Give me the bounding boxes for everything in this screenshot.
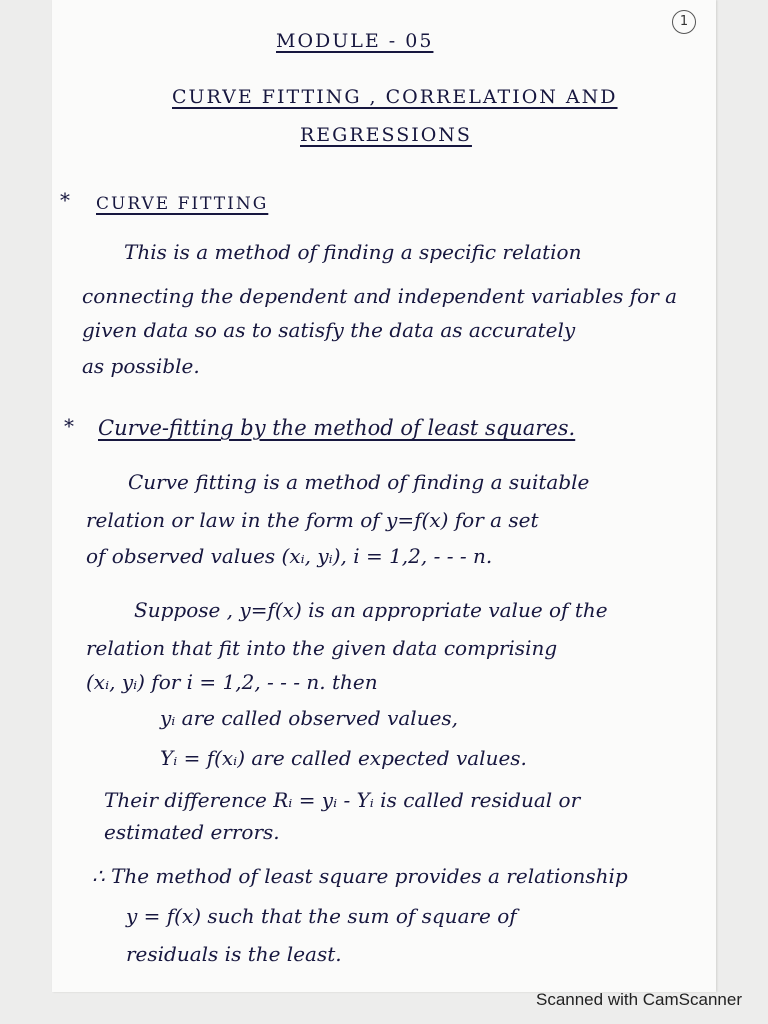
section2-line-10: estimated errors. (104, 820, 280, 844)
section2-line-1: Curve fitting is a method of finding a suitable (128, 470, 590, 494)
module-title: MODULE - 05 (276, 30, 434, 52)
section1-line-4: as possible. (82, 354, 200, 378)
chapter-title-line2: REGRESSIONS (300, 124, 472, 146)
section2-line-6: (xᵢ, yᵢ) for i = 1,2, - - - n. then (86, 670, 378, 694)
section2-line-12: y = f(x) such that the sum of square of (126, 904, 517, 928)
page-number-badge: 1 (672, 10, 696, 34)
section2-line-4: Suppose , y=f(x) is an appropriate value of the (134, 598, 608, 622)
section2-line-9: Their difference Rᵢ = yᵢ - Yᵢ is called residual or (104, 788, 581, 812)
section2-line-11: ∴ The method of least square provides a relationship (92, 864, 628, 888)
section2-line-5: relation that fit into the given data comprising (86, 636, 558, 660)
section1-heading: CURVE FITTING (96, 194, 269, 214)
section1-line-3: given data so as to satisfy the data as accurately (82, 318, 576, 342)
section2-bullet: * (64, 414, 74, 438)
section1-line-2: connecting the dependent and independent variables for a (82, 284, 678, 308)
camscanner-watermark: Scanned with CamScanner (535, 990, 742, 1009)
section2-line-2: relation or law in the form of y=f(x) for a set (86, 508, 539, 532)
section1-bullet: * (60, 188, 70, 212)
section1-line-1: This is a method of finding a specific relation (124, 240, 582, 264)
section2-line-3: of observed values (xᵢ, yᵢ), i = 1,2, - - - n. (86, 544, 493, 568)
section2-heading: Curve-fitting by the method of least squares. (98, 416, 576, 440)
section2-line-13: residuals is the least. (126, 942, 342, 966)
section2-line-7: yᵢ are called observed values, (160, 706, 459, 730)
section2-line-8: Yᵢ = f(xᵢ) are called expected values. (160, 746, 527, 770)
chapter-title-line1: CURVE FITTING , CORRELATION AND (172, 86, 618, 108)
